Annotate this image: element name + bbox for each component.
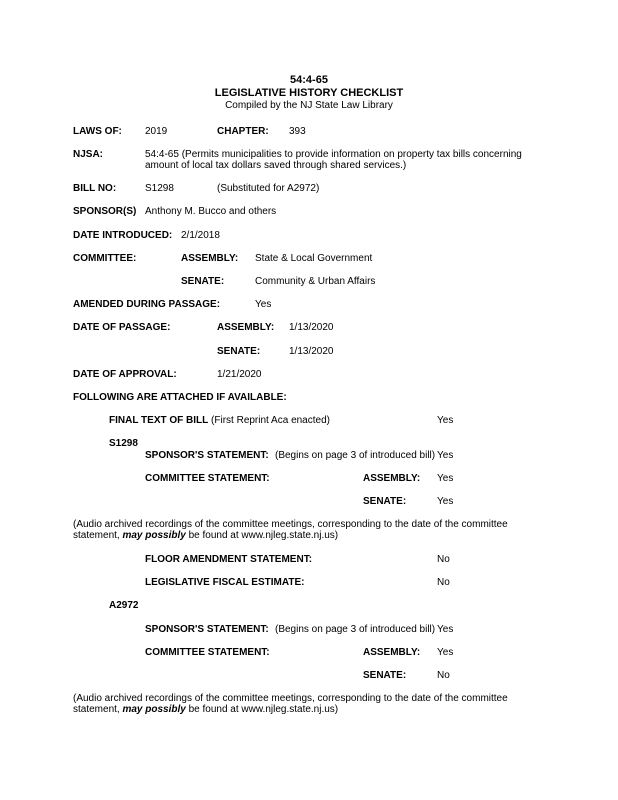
- a2972-committee-senate-label: SENATE:: [363, 670, 407, 681]
- chapter-value: 393: [289, 126, 306, 137]
- bill-no-value: S1298: [145, 183, 174, 194]
- s1298-audio-pre: statement,: [73, 530, 123, 541]
- a2972-audio-note-line-2: [73, 704, 338, 716]
- compiled-by: Compiled by the NJ State Law Library: [225, 100, 393, 111]
- a2972-sponsor-label: SPONSOR'S STATEMENT:: [145, 624, 269, 635]
- a2972-committee-label: COMMITTEE STATEMENT:: [145, 647, 270, 658]
- njsa-label: NJSA:: [73, 149, 104, 160]
- committee-senate-value: Community & Urban Affairs: [255, 276, 376, 287]
- date-introduced-label: DATE INTRODUCED:: [73, 230, 173, 241]
- committee-assembly-value: State & Local Government: [255, 253, 373, 264]
- sponsor-label: SPONSOR(S): [73, 206, 137, 217]
- a2972-committee-senate-value: No: [437, 670, 450, 681]
- final-text-label: FINAL TEXT OF BILL: [109, 415, 209, 426]
- floor-amendment-label: FLOOR AMENDMENT STATEMENT:: [145, 554, 313, 565]
- page-title: LEGISLATIVE HISTORY CHECKLIST: [214, 87, 404, 99]
- njsa-line-2: amount of local tax dollars saved through shared services.): [145, 160, 407, 171]
- a2972-committee-assembly-label: ASSEMBLY:: [363, 647, 421, 658]
- final-text-row: [109, 415, 330, 427]
- floor-amendment-value: No: [437, 554, 450, 565]
- a2972-committee-assembly-value: Yes: [437, 647, 454, 658]
- s1298-heading: S1298: [109, 438, 138, 449]
- s1298-sponsor-value: Yes: [437, 450, 454, 461]
- bill-no-note: (Substituted for A2972): [217, 183, 320, 194]
- s1298-sponsor-note: (Begins on page 3 of introduced bill): [275, 450, 436, 461]
- a2972-heading: A2972: [109, 600, 139, 611]
- s1298-audio-post: be found at www.njleg.state.nj.us): [185, 530, 339, 541]
- amended-value: Yes: [255, 299, 272, 310]
- approval-label: DATE OF APPROVAL:: [73, 369, 177, 380]
- fiscal-estimate-value: No: [437, 577, 450, 588]
- s1298-committee-senate-label: SENATE:: [363, 496, 407, 507]
- chapter-label: CHAPTER:: [217, 126, 269, 137]
- a2972-audio-post: be found at www.njleg.state.nj.us): [185, 704, 339, 715]
- a2972-audio-emphasis: may possibly: [122, 704, 186, 715]
- approval-value: 1/21/2020: [217, 369, 262, 380]
- s1298-sponsor-label: SPONSOR'S STATEMENT:: [145, 450, 269, 461]
- passage-assembly-label: ASSEMBLY:: [217, 322, 275, 333]
- a2972-sponsor-value: Yes: [437, 624, 454, 635]
- passage-senate-value: 1/13/2020: [289, 346, 334, 357]
- passage-assembly-value: 1/13/2020: [289, 322, 334, 333]
- s1298-audio-note-line-2: [73, 530, 338, 542]
- sponsor-value: Anthony M. Bucco and others: [145, 206, 277, 217]
- amended-label: AMENDED DURING PASSAGE:: [73, 299, 221, 310]
- committee-label: COMMITTEE:: [73, 253, 137, 264]
- following-heading: FOLLOWING ARE ATTACHED IF AVAILABLE:: [73, 392, 287, 403]
- s1298-committee-assembly-label: ASSEMBLY:: [363, 473, 421, 484]
- committee-senate-label: SENATE:: [181, 276, 225, 287]
- statute-number: 54:4-65: [290, 74, 328, 86]
- a2972-audio-pre: statement,: [73, 704, 123, 715]
- committee-assembly-label: ASSEMBLY:: [181, 253, 239, 264]
- laws-of-value: 2019: [145, 126, 168, 137]
- passage-senate-label: SENATE:: [217, 346, 261, 357]
- s1298-committee-senate-value: Yes: [437, 496, 454, 507]
- a2972-audio-note-line-1: (Audio archived recordings of the committee meetings, corresponding to the date of the committee: [73, 693, 508, 704]
- s1298-committee-assembly-value: Yes: [437, 473, 454, 484]
- s1298-committee-label: COMMITTEE STATEMENT:: [145, 473, 270, 484]
- a2972-sponsor-note: (Begins on page 3 of introduced bill): [275, 624, 436, 635]
- s1298-audio-emphasis: may possibly: [122, 530, 186, 541]
- final-text-note: (First Reprint Aca enacted): [208, 415, 330, 426]
- njsa-line-1: 54:4-65 (Permits municipalities to provide information on property tax bills concerning: [145, 149, 522, 160]
- laws-of-label: LAWS OF:: [73, 126, 122, 137]
- fiscal-estimate-label: LEGISLATIVE FISCAL ESTIMATE:: [145, 577, 305, 588]
- date-introduced-value: 2/1/2018: [181, 230, 220, 241]
- bill-no-label: BILL NO:: [73, 183, 117, 194]
- passage-label: DATE OF PASSAGE:: [73, 322, 171, 333]
- s1298-audio-note-line-1: (Audio archived recordings of the committee meetings, corresponding to the date of the committee: [73, 519, 508, 530]
- final-text-value: Yes: [437, 415, 454, 426]
